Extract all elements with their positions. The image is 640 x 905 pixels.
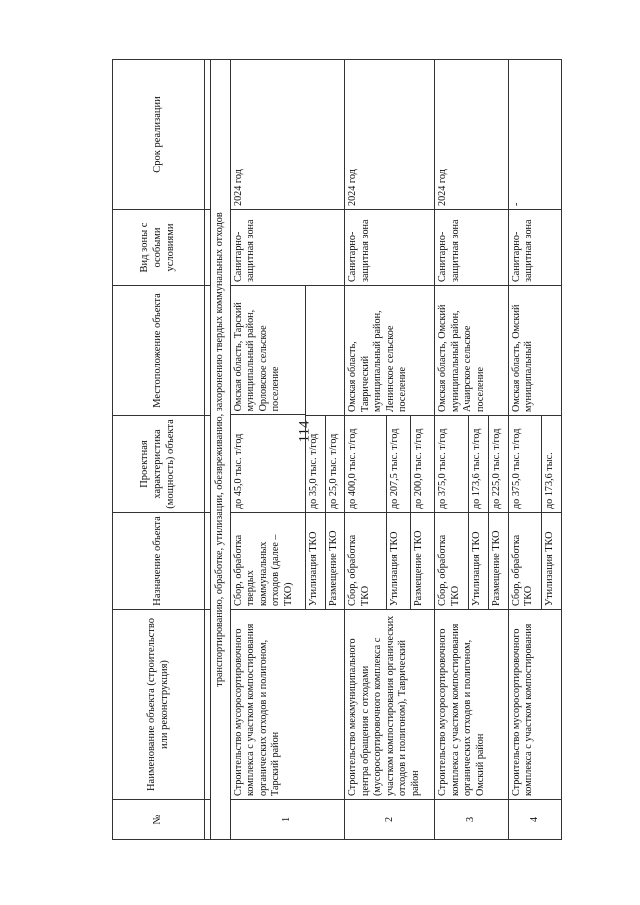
row-purpose: Утилизация ТКО xyxy=(386,513,410,610)
row-purpose: Сбор, обработка ТКО xyxy=(435,513,469,610)
row-name: Строительство межмуниципального центра обращения с отходами (мусоросортировочного комплекса с участком компостирования органических отходов и полигоном), Таврический район xyxy=(345,610,435,800)
row-num: 4 xyxy=(508,800,561,840)
row-location: Омская область, Таврический муниципальный район, Ленинское сельское поселение xyxy=(345,286,435,416)
row-capacity: до 200,0 тыс. т/год xyxy=(411,416,435,513)
row-zone: Санитарно-защитная зона xyxy=(345,210,435,286)
row-capacity: до 173,6 тыс. xyxy=(542,416,562,513)
table-row xyxy=(345,60,387,840)
section-row xyxy=(211,60,231,840)
row-location-spacer xyxy=(306,286,326,416)
row-location: Омская область, Омский муниципальный район, Ачаирское сельское поселение xyxy=(435,286,508,416)
row-capacity-location xyxy=(231,286,306,513)
row-purpose: Утилизация ТКО xyxy=(542,513,562,610)
row-location: Омская область, Омский муниципальный xyxy=(508,286,561,416)
header-num: № xyxy=(113,800,205,840)
page-number: 114 xyxy=(296,420,313,443)
row-capacity: до 225,0 тыс. т/год xyxy=(488,416,508,513)
header-name: Наименование объекта (строительство или реконструкция) xyxy=(113,610,205,800)
header-row xyxy=(113,60,205,840)
row-term: 2024 год xyxy=(231,60,345,210)
row-capacity: до 400,0 тыс. т/год xyxy=(345,416,387,513)
row-name: Строительство мусоросортировочного комплекса с участком компостирования органических отходов и полигоном, Тарский район xyxy=(231,610,345,800)
header-purpose: Назначение объекта xyxy=(113,513,205,610)
row-capacity: до 375,0 тыс. т/год xyxy=(435,416,469,513)
row-purpose: Утилизация ТКО xyxy=(306,513,326,610)
header-location: Местоположение объекта xyxy=(113,286,205,416)
row-num: 3 xyxy=(435,800,508,840)
table-row xyxy=(231,60,306,840)
row-name: Строительство мусоросортировочного комплекса с участком компостирования органических отходов и полигоном, Омский район xyxy=(435,610,508,800)
row-capacity: до 25,0 тыс. т/год xyxy=(325,416,345,513)
row-location: Омская область, Тарский муниципальный район, Орловское сельское поселение xyxy=(231,286,305,415)
header-capacity: Проектная характеристика (мощность) объекта xyxy=(113,416,205,513)
row-capacity: до 45,0 тыс. т/год xyxy=(233,433,244,509)
row-term: - xyxy=(508,60,561,210)
row-purpose: Утилизация ТКО xyxy=(469,513,489,610)
objects-table xyxy=(112,59,562,840)
row-zone: Санитарно-защитная зона xyxy=(508,210,561,286)
row-capacity: до 207,5 тыс. т/год xyxy=(386,416,410,513)
row-purpose: Сбор, обработка твердых коммунальных отходов (далее – ТКО) xyxy=(231,513,306,610)
row-num: 2 xyxy=(345,800,435,840)
header-term: Срок реализации xyxy=(113,60,205,210)
row-capacity: до 375,0 тыс. т/год xyxy=(508,416,542,513)
row-purpose: Размещение ТКО xyxy=(488,513,508,610)
row-zone: Санитарно-защитная зона xyxy=(435,210,508,286)
row-num: 1 xyxy=(231,800,345,840)
row-purpose: Размещение ТКО xyxy=(411,513,435,610)
row-name: Строительство мусоросортировочного комплекса с участком компостирования xyxy=(508,610,561,800)
row-capacity: до 173,6 тыс. т/год xyxy=(469,416,489,513)
table-row xyxy=(435,60,469,840)
row-term: 2024 год xyxy=(345,60,435,210)
table-row xyxy=(508,60,542,840)
row-term: 2024 год xyxy=(435,60,508,210)
row-zone: Санитарно-защитная зона xyxy=(231,210,345,286)
row-location-spacer xyxy=(325,286,345,416)
section-title: транспортированию, обработке, утилизации, обезвреживанию, захоронению твердых коммунальных отходов xyxy=(211,60,231,840)
row-purpose: Размещение ТКО xyxy=(325,513,345,610)
row-purpose: Сбор, обработка ТКО xyxy=(508,513,542,610)
rotated-table-container xyxy=(112,60,562,840)
row-purpose: Сбор, обработка ТКО xyxy=(345,513,387,610)
header-zone: Вид зоны с особыми условиями xyxy=(113,210,205,286)
row-capacity: до 35,0 тыс. т/год xyxy=(306,416,326,513)
